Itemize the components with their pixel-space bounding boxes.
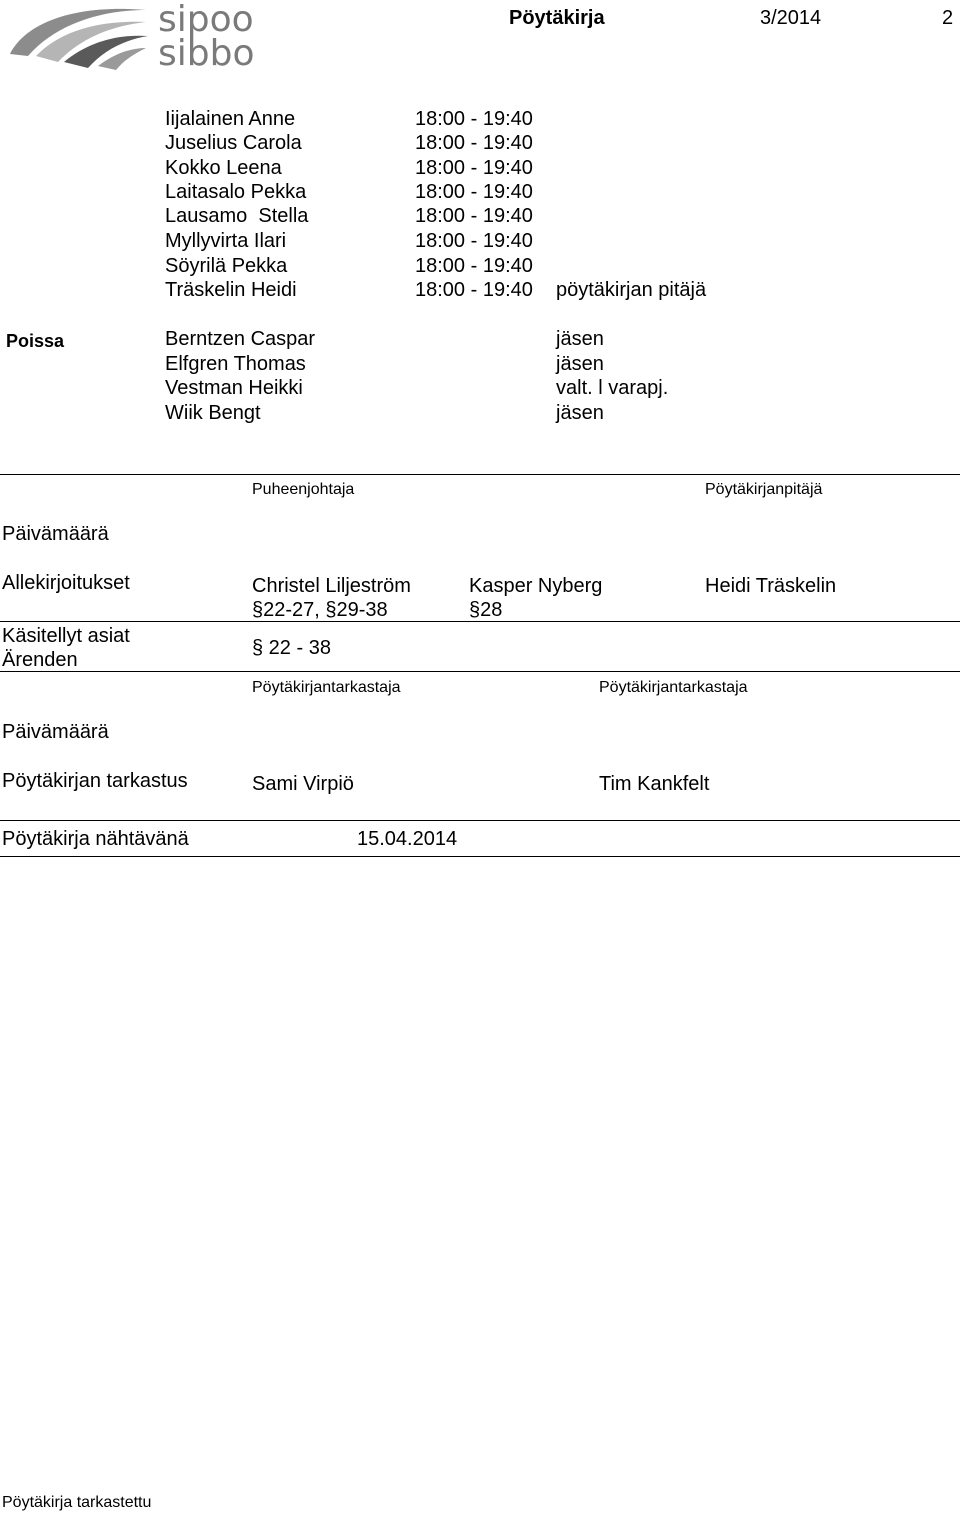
list-item xyxy=(0,107,960,131)
member-role: pöytäkirjan pitäjä xyxy=(556,279,707,301)
list-item xyxy=(0,131,960,155)
secretary-name: Heidi Träskelin xyxy=(705,575,837,597)
member-name: Myllyvirta Ilari xyxy=(165,230,287,252)
handled-sections: § 22 - 38 xyxy=(252,637,331,659)
display-date: 15.04.2014 xyxy=(357,828,458,850)
divider xyxy=(0,621,960,622)
member-name: Iijalainen Anne xyxy=(165,108,296,130)
list-item xyxy=(0,327,960,351)
member-role: jäsen xyxy=(556,402,604,424)
page-number: 2 xyxy=(942,7,954,29)
list-item xyxy=(0,278,960,302)
display-label: Pöytäkirja nähtävänä xyxy=(2,828,189,850)
member-time: 18:00 - 19:40 xyxy=(415,132,533,154)
member-role: valt. l varapj. xyxy=(556,377,669,399)
checker1-name: Sami Virpiö xyxy=(252,773,354,795)
member-time: 18:00 - 19:40 xyxy=(415,230,533,252)
document-number: 3/2014 xyxy=(760,7,822,29)
handled-label-sv: Ärenden xyxy=(2,649,78,671)
date-label: Päivämäärä xyxy=(2,523,109,545)
member-time: 18:00 - 19:40 xyxy=(415,279,533,301)
secretary-title: Pöytäkirjanpitäjä xyxy=(705,481,823,498)
reviewed-footer-label: Pöytäkirja tarkastettu xyxy=(2,1494,152,1511)
member-name: Söyrilä Pekka xyxy=(165,255,288,277)
member-time: 18:00 - 19:40 xyxy=(415,255,533,277)
signatures-label: Allekirjoitukset xyxy=(2,572,130,594)
list-item xyxy=(0,352,960,376)
member-time: 18:00 - 19:40 xyxy=(415,108,533,130)
handled-label-fi: Käsitellyt asiat xyxy=(2,625,130,647)
chair2-name: Kasper Nyberg xyxy=(469,575,603,597)
list-item xyxy=(0,401,960,425)
member-time: 18:00 - 19:40 xyxy=(415,205,533,227)
member-name: Lausamo Stella xyxy=(165,205,309,227)
list-item xyxy=(0,180,960,204)
absent-label: Poissa xyxy=(6,331,65,351)
member-name: Berntzen Caspar xyxy=(165,328,316,350)
review-label: Pöytäkirjan tarkastus xyxy=(2,770,188,792)
list-item xyxy=(0,204,960,228)
member-name: Juselius Carola xyxy=(165,132,302,154)
checker2-name: Tim Kankfelt xyxy=(599,773,710,795)
logo-word-sipoo: sipoo xyxy=(158,0,254,40)
member-name: Kokko Leena xyxy=(165,157,282,179)
member-name: Vestman Heikki xyxy=(165,377,303,399)
member-role: jäsen xyxy=(556,353,604,375)
document-type: Pöytäkirja xyxy=(509,7,605,29)
list-item xyxy=(0,156,960,180)
chair1-name: Christel Liljeström xyxy=(252,575,411,597)
member-time: 18:00 - 19:40 xyxy=(415,181,533,203)
chair1-sections: §22-27, §29-38 xyxy=(252,599,388,621)
logo-word-sibbo: sibbo xyxy=(158,33,255,74)
divider xyxy=(0,856,960,857)
divider xyxy=(0,820,960,821)
chair2-sections: §28 xyxy=(469,599,503,621)
member-role: jäsen xyxy=(556,328,604,350)
list-item xyxy=(0,254,960,278)
divider xyxy=(0,671,960,672)
member-name: Träskelin Heidi xyxy=(165,279,297,301)
review-date-label: Päivämäärä xyxy=(2,721,109,743)
member-name: Wiik Bengt xyxy=(165,402,261,424)
list-item xyxy=(0,376,960,400)
checker1-title: Pöytäkirjantarkastaja xyxy=(252,679,401,696)
list-item xyxy=(0,229,960,253)
checker2-title: Pöytäkirjantarkastaja xyxy=(599,679,748,696)
member-name: Laitasalo Pekka xyxy=(165,181,307,203)
chair-title: Puheenjohtaja xyxy=(252,481,355,498)
member-time: 18:00 - 19:40 xyxy=(415,157,533,179)
member-name: Elfgren Thomas xyxy=(165,353,306,375)
divider xyxy=(0,474,960,475)
